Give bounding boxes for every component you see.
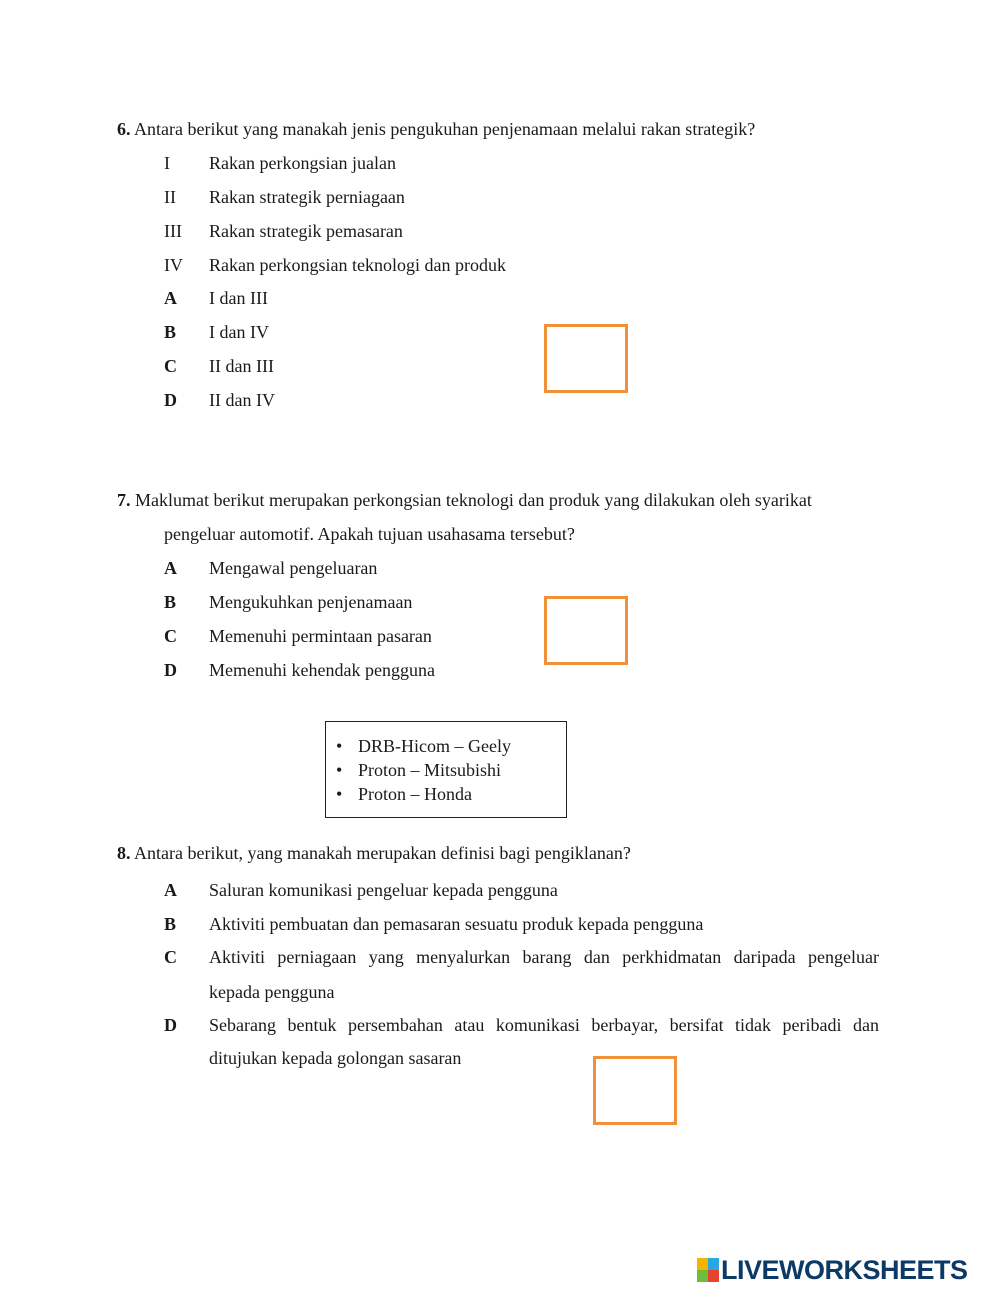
option-text: I dan III <box>209 288 268 308</box>
bullet-icon: • <box>336 784 343 804</box>
option-text-continued: ditujukan kepada golongan sasaran <box>209 1048 462 1068</box>
option-label: A <box>164 558 177 578</box>
question-number: 7. <box>117 490 131 510</box>
statement-label: III <box>164 221 182 241</box>
option-text: Sebarang bentuk persembahan atau komunikasi berbayar, bersifat tidak peribadi dan <box>209 1015 879 1035</box>
option-label: A <box>164 288 177 308</box>
statement-label: I <box>164 153 170 173</box>
option-text-continued: kepada pengguna <box>209 982 335 1002</box>
question-text-continued: pengeluar automotif. Apakah tujuan usahasama tersebut? <box>164 524 575 544</box>
option-label: D <box>164 1015 177 1035</box>
option-label: C <box>164 947 177 967</box>
statement-text: Rakan strategik pemasaran <box>209 221 403 241</box>
statement-label: IV <box>164 255 183 275</box>
option-label: C <box>164 626 177 646</box>
option-text: Memenuhi permintaan pasaran <box>209 626 432 646</box>
answer-box-q7[interactable] <box>544 596 628 665</box>
question-text: Antara berikut yang manakah jenis pengukuhan penjenamaan melalui rakan strategik? <box>134 119 756 139</box>
statement-text: Rakan perkongsian teknologi dan produk <box>209 255 506 275</box>
option-text: II dan III <box>209 356 274 376</box>
option-text: Saluran komunikasi pengeluar kepada pengguna <box>209 880 558 900</box>
bullet-icon: • <box>336 760 343 780</box>
info-item <box>336 736 511 757</box>
info-item <box>336 760 501 781</box>
info-item-text: Proton – Honda <box>358 784 472 804</box>
question-6 <box>117 119 755 140</box>
option-label: B <box>164 914 177 934</box>
info-item-text: Proton – Mitsubishi <box>358 760 502 780</box>
option-text: Aktiviti pembuatan dan pemasaran sesuatu produk kepada pengguna <box>209 914 704 934</box>
option-text: Mengawal pengeluaran <box>209 558 378 578</box>
option-text: Mengukuhkan penjenamaan <box>209 592 413 612</box>
statement-text: Rakan perkongsian jualan <box>209 153 396 173</box>
liveworksheets-logo <box>697 1256 968 1284</box>
answer-box-q8[interactable] <box>593 1056 677 1125</box>
info-item <box>336 784 472 805</box>
answer-box-q6[interactable] <box>544 324 628 393</box>
question-text: Maklumat berikut merupakan perkongsian teknologi dan produk yang dilakukan oleh syarikat <box>135 490 812 510</box>
statement-label: II <box>164 187 176 207</box>
statement-text: Rakan strategik perniagaan <box>209 187 405 207</box>
question-7 <box>117 490 812 511</box>
bullet-icon: • <box>336 736 343 756</box>
option-label: B <box>164 322 177 342</box>
option-label: B <box>164 592 177 612</box>
logo-blocks-icon <box>697 1258 719 1282</box>
option-text: II dan IV <box>209 390 275 410</box>
option-text: I dan IV <box>209 322 269 342</box>
option-label: A <box>164 880 177 900</box>
info-box <box>325 721 567 818</box>
option-label: C <box>164 356 177 376</box>
option-text: Aktiviti perniagaan yang menyalurkan barang dan perkhidmatan daripada pengeluar <box>209 947 879 967</box>
option-text: Memenuhi kehendak pengguna <box>209 660 435 680</box>
option-label: D <box>164 660 177 680</box>
logo-text: LIVEWORKSHEETS <box>721 1254 968 1285</box>
option-label: D <box>164 390 177 410</box>
question-text: Antara berikut, yang manakah merupakan definisi bagi pengiklanan? <box>134 843 631 863</box>
question-number: 6. <box>117 119 131 139</box>
question-number: 8. <box>117 843 131 863</box>
info-item-text: DRB-Hicom – Geely <box>358 736 511 756</box>
question-8 <box>117 843 631 864</box>
